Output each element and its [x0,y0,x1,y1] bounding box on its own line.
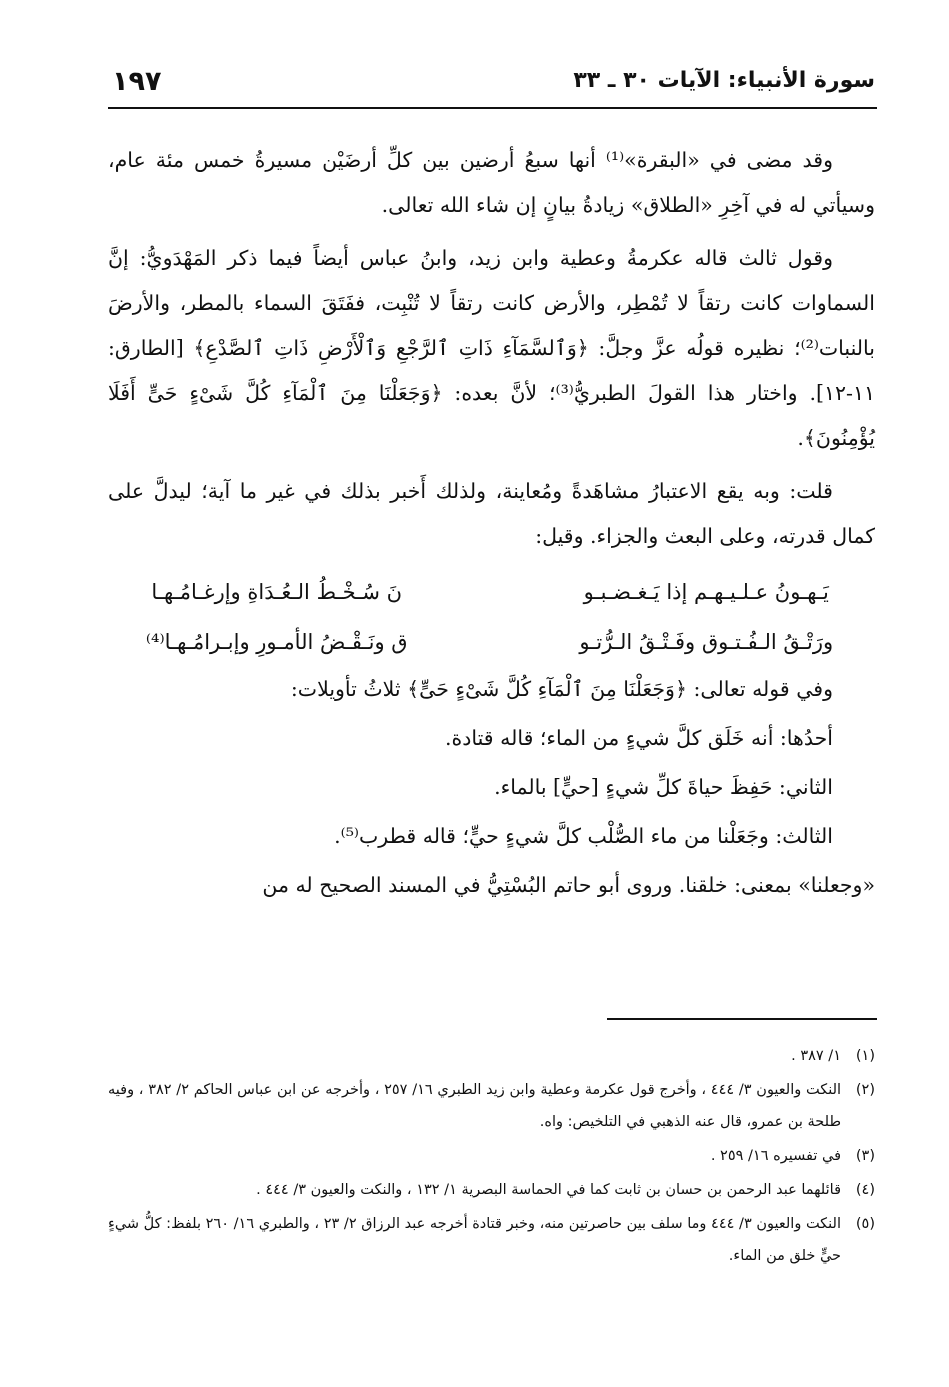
verse-2-second-hemistich: ق ونَـقْـضُ الأمـورِ وإبـرامُـهـا⁽⁴⁾ [145,629,408,654]
footnotes [108,1040,875,1274]
footnote-number: (٥) [855,1216,875,1232]
footnote-text: النكت والعيون ٣/ ٤٤٤ ، وأخرج قول عكرمة وعطية وابن زيد الطبري ١٦/ ٢٥٧ ، وأخرجه عن ابن عباس الحاكم ٢/ ٣٨٢ ، وفيه طلحة بن عمرو، قال عنه الذهبي في التلخيص: واه. [108,1082,842,1130]
poem-verse-2 [108,617,875,667]
chapter-title: سورة الأنبياء: الآيات ٣٠ ـ ٣٣ [573,68,875,93]
header-divider [108,107,877,109]
footnote-text: ١/ ٣٨٧ . [791,1048,841,1064]
poem [108,567,875,667]
verse-1-first-hemistich: يَـهـونُ عـلـيـهـم إذا يَـغـضـبـو [583,579,829,604]
interpretation-3: الثالث: وجَعَلْنا من ماء الصُّلْب كلَّ شيءٍ حيٍّ؛ قاله قطرب⁽⁵⁾. [334,824,833,848]
running-header [112,62,875,106]
footnote-text: قائلهما عبد الرحمن بن حسان بن ثابت كما في الحماسة البصرية ١/ ١٣٢ ، والنكت والعيون ٣/ ٤٤٤ . [256,1182,841,1198]
paragraph-3: قلت: وبه يقع الاعتبارُ مشاهَدةً ومُعاينة، ولذلك أَخبر بذلك في غير ما آية؛ ليدلَّ على كمال قدرته، وعلى البعث والجزاء. وقيل: [108,479,875,548]
verse-2-first-hemistich: ورَتْـقُ الـفُـتـوق وفَـتْـقُ الـرُّتـو [579,629,834,654]
main-text [108,138,875,916]
footnote [108,1208,875,1272]
interpretation-1: أحدُها: أنه خَلَق كلَّ شيءٍ من الماء؛ قاله قتادة. [444,726,833,750]
poem-verse-1 [108,567,875,617]
footnote [108,1174,875,1206]
footnote [108,1040,875,1072]
footnote-text: النكت والعيون ٣/ ٤٤٤ وما سلف بين حاصرتين منه، وخبر قتادة أخرجه عبد الرزاق ٢/ ٢٣ ، والطبري ١٦/ ٢٦٠ بلفظ: كلُّ شيءٍ حيٍّ خلق من الماء. [108,1216,842,1264]
interpretation-2: الثاني: حَفِظَ حياةَ كلِّ شيءٍ [حيٍّ] بالماء. [494,775,833,799]
verse-1-second-hemistich: نَ سُـخْـطُ الـعُـدَاةِ وإرغـامُـهـا [151,579,403,604]
footnote-text: في تفسيره ١٦/ ٢٥٩ . [710,1148,841,1164]
footnote-divider [607,1018,877,1020]
paragraph-5: «وجعلنا» بمعنى: خلقنا. وروى أبو حاتم البُسْتِيُّ في المسند الصحيح له من [262,873,875,897]
paragraph-2: وقول ثالث قاله عكرمةُ وعطية وابن زيد، وابنُ عباس أيضاً فيما ذكر المَهْدَويُّ: إنَّ السماوات كانت رتقاً لا تُمْطِر، والأرض كانت رتقاً لا تُنْبِت، ففَتَقَ السماء بالمطر، والأرضَ بالنبات⁽²⁾؛ نظيره قولُه عزَّ وجلَّ: ﴿وَٱلسَّمَآءِ ذَاتِ ٱلرَّجْعِ وَٱلْأَرْضِ ذَاتِ ٱلصَّدْعِ﴾ [الطارق: ١١-١٢]. واختار هذا القولَ الطبريُّ⁽³⁾؛ لأنَّ بعده: ﴿وَجَعَلْنَا مِنَ ٱلْمَآءِ كُلَّ شَىْءٍ حَىٍّ أَفَلَا يُؤْمِنُونَ﴾. [108,246,875,450]
paragraph-1: وقد مضى في «البقرة»⁽¹⁾ أنها سبعُ أرضين بين كلِّ أرضَيْن مسيرةُ خمس مئة عام، وسيأتي له في آخِرِ «الطلاق» زيادةُ بيانٍ إن شاء الله تعالى. [108,148,875,217]
footnote-number: (٢) [855,1082,875,1098]
footnote-number: (٤) [855,1182,875,1198]
footnote [108,1074,875,1138]
footnote [108,1140,875,1172]
paragraph-4: وفي قوله تعالى: ﴿وَجَعَلْنَا مِنَ ٱلْمَآءِ كُلَّ شَىْءٍ حَىٍّ﴾ ثلاثُ تأويلات: [290,677,833,701]
page-number: ١٩٧ [112,66,162,97]
footnote-number: (٣) [855,1148,875,1164]
footnote-number: (١) [855,1048,875,1064]
